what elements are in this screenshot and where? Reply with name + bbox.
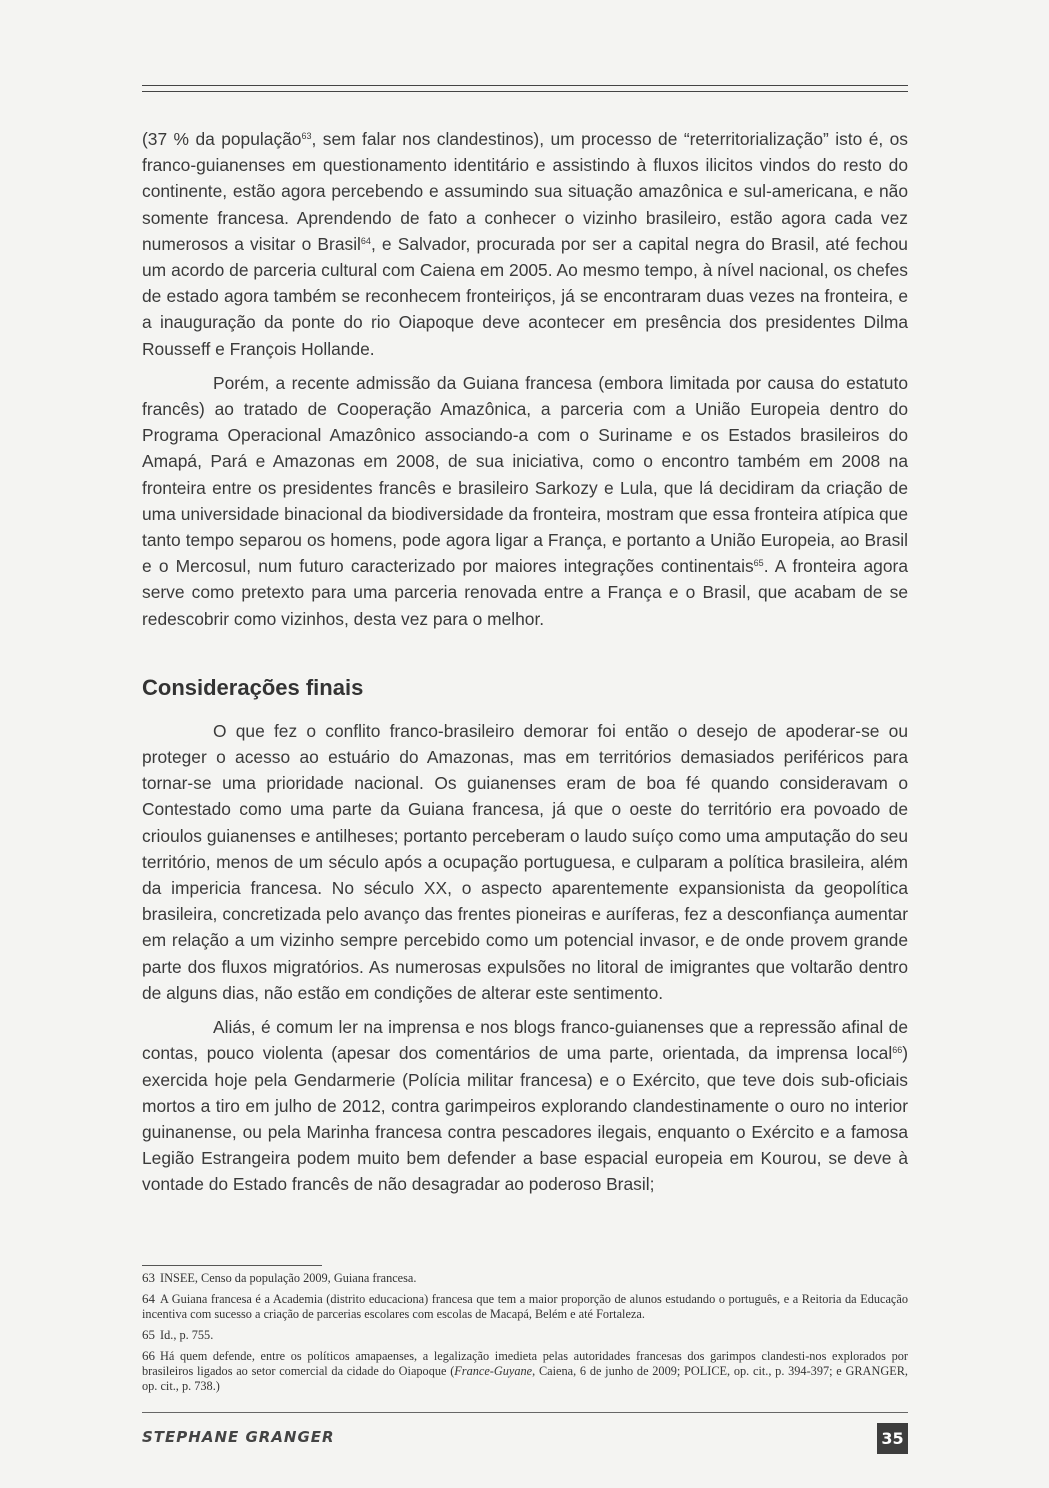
footnote-text: Há quem defende, entre os políticos amapaenses, a legalização imedieta pelas autoridades francesas dos garimpos clandesti-nos explorados por brasileiros ligados ao setor comercial da cidade do Oiapoque (	[142, 1349, 908, 1378]
footnote-number: 64	[142, 1291, 155, 1306]
p4-text-a: Aliás, é comum ler na imprensa e nos blogs franco-guianenses que a repressão afinal de contas, pouco violenta (apesar dos comentários de uma parte, orientada, da imprensa local	[142, 1017, 908, 1064]
paragraph-2	[142, 370, 908, 632]
section-heading: Considerações finais	[142, 674, 364, 700]
p1-text-c: , e Salvador, procurada por ser a capital negra do Brasil, até fechou um acordo de parceria cultural com Caiena em 2005. Ao mesmo tempo, à nível nacional, os chefes de estado agora também se reconhecem fronteiriços, já se encontraram duas vezes na fronteira, e a inauguração da ponte do rio Oiapoque deve acontecer em presência dos presidentes Dilma Rousseff e François Hollande.	[142, 233, 908, 359]
footnote-63	[142, 1270, 908, 1286]
footnote-ref-65[interactable]: 65	[753, 558, 764, 569]
main-text	[142, 126, 908, 1206]
page-number: 35	[877, 1423, 908, 1454]
p1-text-b: , sem falar nos clandestinos), um processo de “reterritorialização” isto é, os franco-guianenses em questionamento identitário e assistindo à fluxos ilicitos vindos do resto do continente, estão agora percebendo e assumindo sua situação amazônica e sul-americana, e não somente francesa. Aprendendo de fato a conhecer o vizinho brasileiro, estão agora cada vez numerosos a visitar o Brasil	[142, 129, 908, 254]
footnote-rule	[142, 1265, 322, 1266]
footnote-italic-title: France-Guyane	[454, 1364, 533, 1378]
p1-text-a: (37 % da população	[142, 129, 302, 149]
footnote-number: 63	[142, 1270, 155, 1285]
p2-text-b: . A fronteira agora serve como pretexto para uma parceria renovada entre a França e o Brasil, que acabam de se redescobrir como vizinhos, desta vez para o melhor.	[142, 556, 908, 629]
footnote-65	[142, 1327, 908, 1343]
footnote-text: Id., p. 755.	[160, 1328, 214, 1342]
footer-rule	[142, 1412, 908, 1413]
footnote-text: , Caiena, 6 de junho de 2009; POLICE, op. cit., p. 394-397; e GRANGER, op. cit., p. 738.)	[142, 1364, 908, 1393]
footnote-ref-64[interactable]: 64	[360, 235, 371, 246]
footnote-ref-63[interactable]: 63	[301, 131, 312, 141]
paragraph-4	[142, 1014, 908, 1197]
footnote-number: 66	[142, 1348, 155, 1363]
footnote-number: 65	[142, 1327, 155, 1342]
paragraph-3: O que fez o conflito franco-brasileiro demorar foi então o desejo de apoderar-se ou proteger o acesso ao estuário do Amazonas, mas em territórios demasiados periféricos para tornar-se uma prioridade nacional. Os guianenses eram de boa fé quando consideravam o Contestado como uma parte da Guiana francesa, já que o oeste do território era povoado de crioulos guianenses e antilheses; portanto perceberam o laudo suíço como uma amputação do seu território, menos de um século após a ocupação portuguesa, e culparam a política brasileira, além da impericia francesa. No século XX, o aspecto aparentemente expansionista da geopolítica brasileira, concretizada pelo avanço das frentes pioneiras e auríferas, fez a desconfiança aumentar em relação a um vizinho sempre percebido como um potencial invasor, e de onde provem grande parte dos fluxos migratórios. As numerosas expulsões no litoral de imigrantes que voltarão dentro de alguns dias, não estão em condições de alterar este sentimento.	[142, 720, 908, 1003]
p4-text-b: ) exercida hoje pela Gendarmerie (Polícia militar francesa) e o Exército, que teve dois sub-oficiais mortos a tiro em julho de 2012, contra garimpeiros explorando clandestinamente o ouro no interior guinanense, ou pela Marinha francesa contra pescadores ilegais, enquanto o Exército e a famosa Legião Estrangeira podem muito bem defender a base espacial europeia em Kourou, se deve à vontade do Estado francês de não desagradar ao poderoso Brasil;	[142, 1043, 908, 1195]
footnotes	[142, 1270, 908, 1399]
footnote-64	[142, 1291, 908, 1322]
paragraph-1	[142, 126, 908, 362]
footnote-ref-66[interactable]: 66	[892, 1045, 903, 1056]
author-name: STEPHANE GRANGER	[142, 1428, 335, 1446]
header-rule	[142, 85, 908, 92]
footnote-text: A Guiana francesa é a Academia (distrito educaciona) francesa que tem a maior proporção de alunos estudando o português, e a Reitoria da Educação incentiva com sucesso a criação de parcerias escolares com escolas de Macapá, Belém e até Fortaleza.	[142, 1292, 908, 1321]
p2-text-a: Porém, a recente admissão da Guiana francesa (embora limitada por causa do estatuto francês) ao tratado de Cooperação Amazônica, a parceria com a União Europeia dentro do Programa Operacional Amazônico associando-a com o Suriname e os Estados brasileiros do Amapá, Pará e Amazonas em 2008, de sua iniciativa, como o encontro também em 2008 na fronteira entre os presidentes francês e brasileiro Sarkozy e Lula, que lá decidiram da criação de uma universidade binacional da biodiversidade da fronteira, mostram que essa fronteira atípica que tanto tempo separou os homens, pode agora ligar a França, e portanto a União Europeia, ao Brasil e o Mercosul, num futuro caracterizado por maiores integrações continentais	[142, 372, 908, 577]
footnote-66	[142, 1348, 908, 1394]
footnote-text: INSEE, Censo da população 2009, Guiana francesa.	[160, 1271, 417, 1285]
